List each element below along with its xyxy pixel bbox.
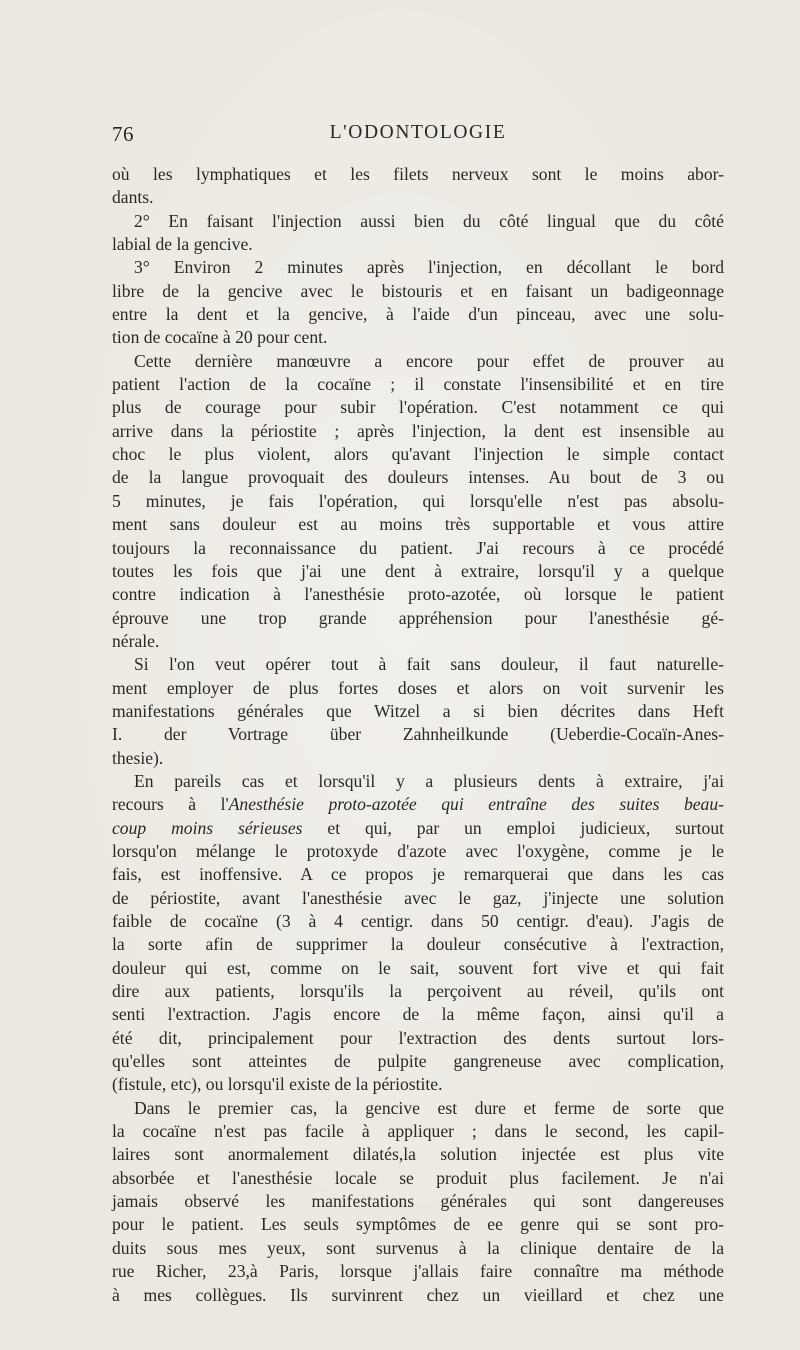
text-line: ment employer de plus fortes doses et alors on voit survenir les <box>112 677 724 698</box>
text-line: contre indication à l'anesthésie proto-azotée, où lorsque le patient <box>112 584 724 605</box>
text-line: dants. <box>112 187 154 208</box>
page-number: 76 <box>112 122 134 146</box>
text-line: douleur qui est, comme on le sait, souvent fort vive et qui fait <box>112 957 724 978</box>
text-segment: et qui, par un emploi judicieux, surtout <box>302 817 725 838</box>
text-line: la sorte afin de supprimer la douleur consécutive à l'extraction, <box>112 934 724 955</box>
text-line: lorsqu'on mélange le protoxyde d'azote avec l'oxygène, comme je le <box>112 840 724 861</box>
text-line: I. der Vortrage über Zahnheilkunde (Ueberdie-Cocaïn-Anes- <box>112 724 724 745</box>
text-line: où les lymphatiques et les filets nerveux sont le moins abor- <box>112 164 724 184</box>
text-line: qu'elles sont atteintes de pulpite gangreneuse avec complication, <box>112 1051 724 1072</box>
text-line: toujours la reconnaissance du patient. J'ai recours à ce procédé <box>112 537 724 558</box>
text-line: à mes collègues. Ils survinrent chez un vieillard et chez une <box>112 1284 724 1305</box>
text-line: Si l'on veut opérer tout à fait sans douleur, il faut naturelle- <box>134 654 724 675</box>
text-line: dire aux patients, lorsqu'ils la perçoivent au réveil, qu'ils ont <box>112 981 724 1002</box>
italic-phrase: coup moins sérieuses <box>112 817 303 838</box>
text-line: senti l'extraction. J'agis encore de la même façon, ainsi qu'il a <box>112 1004 724 1025</box>
body-text <box>112 163 724 1307</box>
text-line: nérale. <box>112 630 160 651</box>
text-line: été dit, principalement pour l'extraction des dents surtout lors- <box>112 1027 724 1048</box>
text-line: la cocaïne n'est pas facile à appliquer ; dans le second, les capil- <box>112 1121 724 1142</box>
text-line: 5 minutes, je fais l'opération, qui lorsqu'elle n'est pas absolu- <box>112 490 724 511</box>
text-line: ment sans douleur est au moins très supportable et vous attire <box>112 514 724 535</box>
text-line: faible de cocaïne (3 à 4 centigr. dans 50 centigr. d'eau). J'agis de <box>112 911 724 931</box>
running-title: L'ODONTOLOGIE <box>329 122 507 143</box>
text-segment: recours à l' <box>112 794 229 815</box>
text-line: 3° Environ 2 minutes après l'injection, en décollant le bord <box>134 257 724 278</box>
text-line: (fistule, etc), ou lorsqu'il existe de la périostite. <box>112 1074 443 1095</box>
text-line: plus de courage pour subir l'opération. C'est notamment ce qui <box>112 397 724 418</box>
text-line <box>112 817 724 840</box>
text-line: de périostite, avant l'anesthésie avec le gaz, j'injecte une solution <box>112 887 724 908</box>
text-line: entre la dent et la gencive, à l'aide d'un pinceau, avec une solu- <box>112 304 724 325</box>
text-line: éprouve une trop grande appréhension pour l'anesthésie gé- <box>112 607 724 628</box>
text-line: duits sous mes yeux, sont survenus à la clinique dentaire de la <box>112 1237 724 1258</box>
text-line: laires sont anormalement dilatés,la solution injectée est plus vite <box>112 1144 724 1165</box>
text-line: arrive dans la périostite ; après l'injection, la dent est insensible au <box>112 420 724 441</box>
text-line: jamais observé les manifestations générales qui sont dangereuses <box>112 1191 724 1212</box>
text-line: patient l'action de la cocaïne ; il constate l'insensibilité et en tire <box>112 374 724 395</box>
text-line: En pareils cas et lorsqu'il y a plusieurs dents à extraire, j'ai <box>134 770 724 791</box>
text-line: 2° En faisant l'injection aussi bien du côté lingual que du côté <box>134 210 724 231</box>
text-line: pour le patient. Les seuls symptômes de ee genre qui se sont pro- <box>112 1214 724 1235</box>
text-line: fais, est inoffensive. A ce propos je remarquerai que dans les cas <box>112 864 724 885</box>
text-line: manifestations générales que Witzel a si bien décrites dans Heft <box>112 700 724 721</box>
text-line: toutes les fois que j'ai une dent à extraire, lorsqu'il y a quelque <box>112 560 724 581</box>
text-line: Cette dernière manœuvre a encore pour effet de prouver au <box>134 350 724 371</box>
italic-phrase: Anesthésie proto-azotée qui entraîne des suites beau- <box>228 794 724 815</box>
text-line: labial de la gencive. <box>112 234 253 255</box>
text-line: de la langue provoquait des douleurs intenses. Au bout de 3 ou <box>112 467 724 488</box>
text-line: choc le plus violent, alors qu'avant l'injection le simple contact <box>112 444 724 465</box>
text-line: libre de la gencive avec le bistouris et en faisant un badigeonnage <box>112 280 724 301</box>
text-line: thesie). <box>112 747 164 768</box>
text-line: Dans le premier cas, la gencive est dure et ferme de sorte que <box>134 1097 724 1118</box>
text-line: rue Richer, 23,à Paris, lorsque j'allais faire connaître ma méthode <box>112 1261 724 1282</box>
text-line <box>112 793 724 816</box>
text-line: tion de cocaïne à 20 pour cent. <box>112 327 328 348</box>
running-head <box>112 122 724 148</box>
text-line: absorbée et l'anesthésie locale se produit plus facilement. Je n'ai <box>112 1167 724 1188</box>
